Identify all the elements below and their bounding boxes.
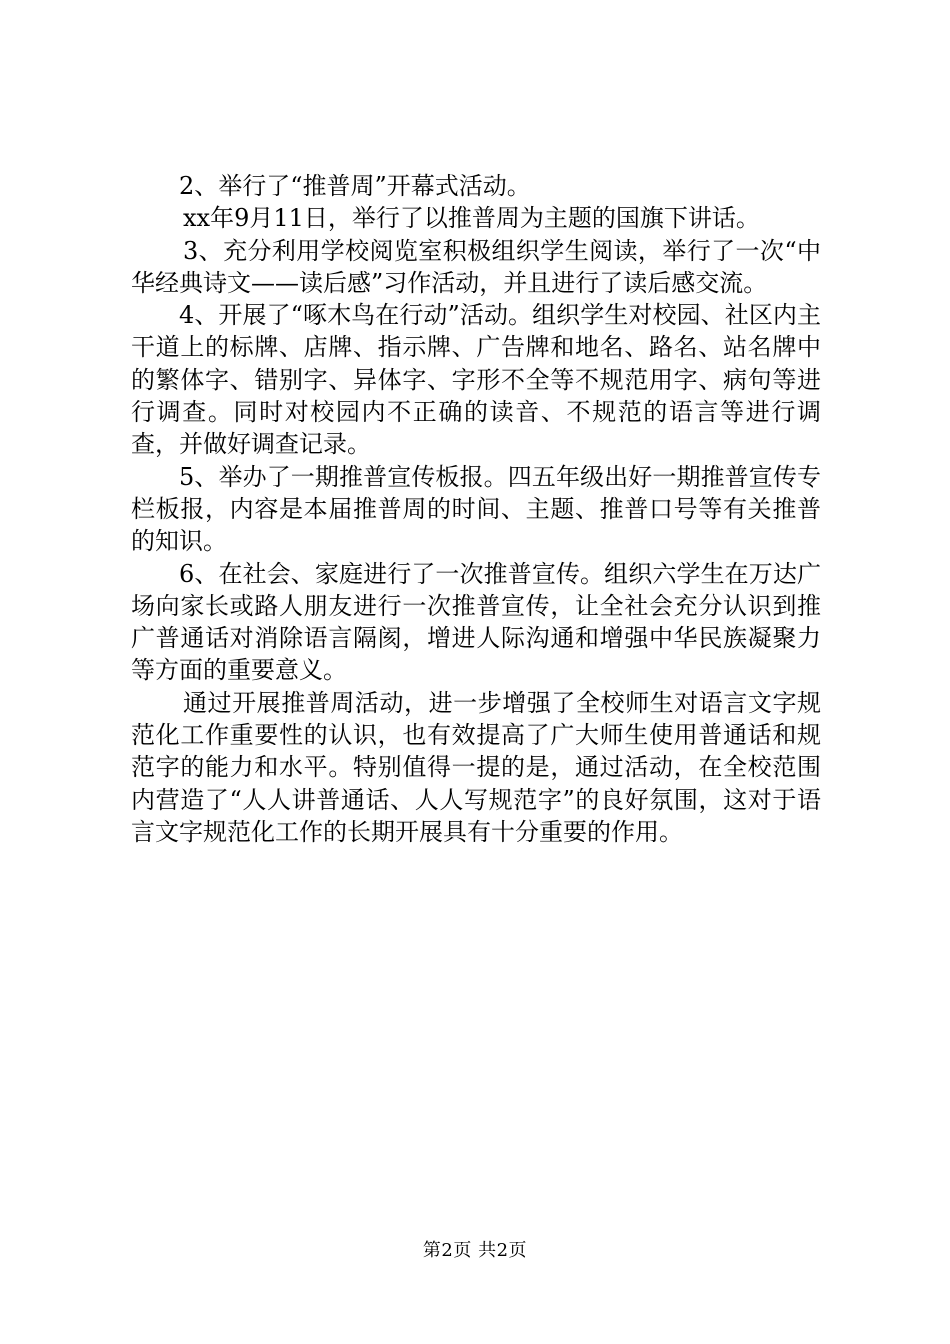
paragraph: 2、举行了“推普周”开幕式活动。 [179,172,531,200]
paragraph: 5、举办了一期推普宣传板报。四五年级出好一期推普宣传专栏板报，内容是本届推普周的时间、主题、推普口号等有关推普的知识。 [131,462,821,556]
paragraph: 通过开展推普周活动，进一步增强了全校师生对语言文字规范化工作重要性的认识，也有效提高了广大师生使用普通话和规范字的能力和水平。特别值得一提的是，通过活动，在全校范围内营造了“人人讲普通话、人人写规范字”的良好氛围，这对于语言文字规范化工作的长期开展具有十分重要的作用。 [131,688,821,846]
page-number: 第2页 共2页 [422,1240,528,1261]
paragraph: xx年9月11日，举行了以推普周为主题的国旗下讲话。 [183,204,760,233]
paragraph: 3、充分利用学校阅览室积极组织学生阅读，举行了一次“中华经典诗文——读后感”习作活动，并且进行了读后感交流。 [131,236,821,297]
paragraph: 6、在社会、家庭进行了一次推普宣传。组织六学生在万达广场向家长或路人朋友进行一次推普宣传，让全社会充分认识到推广普通话对消除语言隔阂，增进人际沟通和增强中华民族凝聚力等方面的重要意义。 [131,559,821,685]
document-body [131,170,821,848]
paragraph: 4、开展了“啄木鸟在行动”活动。组织学生对校园、社区内主干道上的标牌、店牌、指示牌、广告牌和地名、路名、站名牌中的繁体字、错别字、异体字、字形不全等不规范用字、病句等进行调查。同时对校园内不正确的读音、不规范的语言等进行调查，并做好调查记录。 [131,301,821,459]
